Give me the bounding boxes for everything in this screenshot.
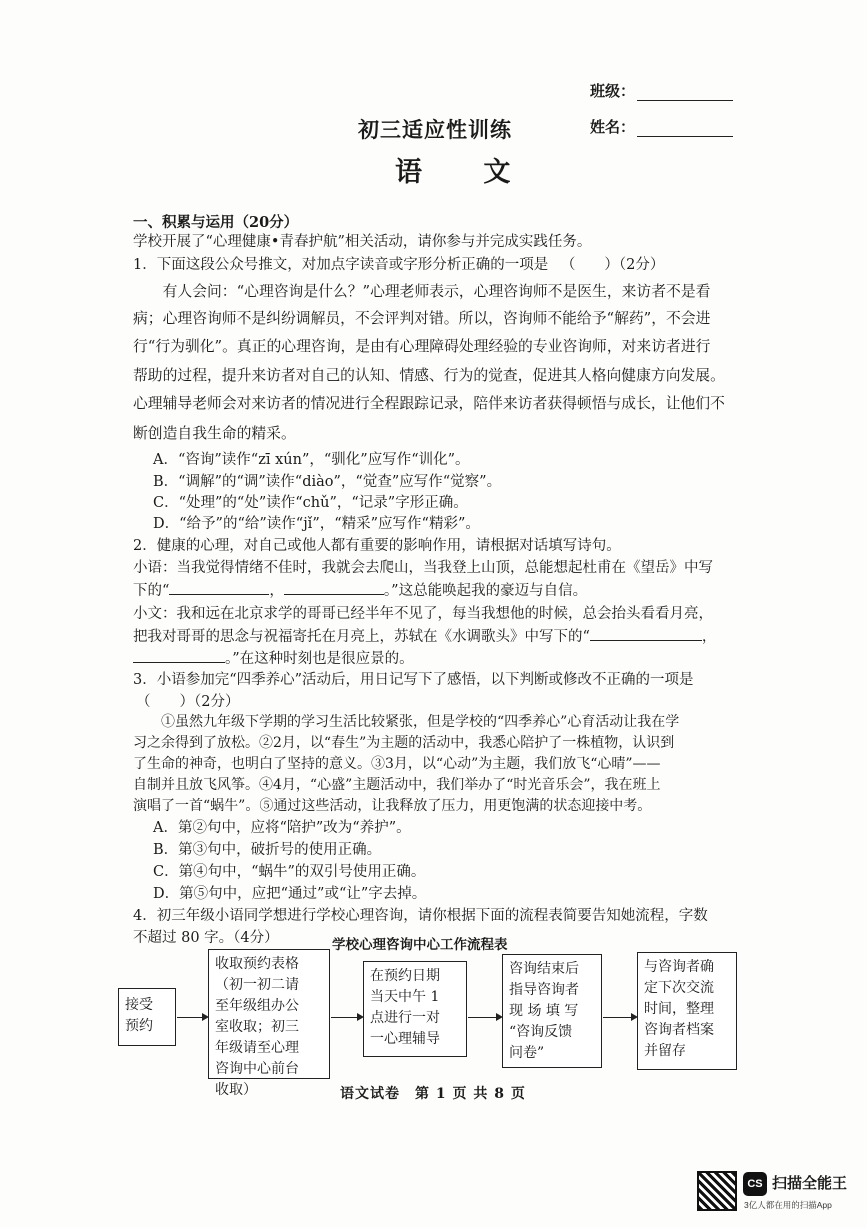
- q2-dialogue-line: [133, 626, 716, 647]
- class-field: [590, 80, 733, 101]
- camscanner-tagline: 3亿人都在用的扫描App: [744, 1200, 832, 1210]
- q3-passage-line: ①虽然九年级下学期的学习生活比较紧张，但是学校的“四季养心”心育活动让我在学: [133, 714, 680, 730]
- flowchart-title: 学校心理咨询中心工作流程表: [332, 937, 508, 953]
- q1-passage-line: 行“行为驯化”。真正的心理咨询，是由有心理障碍处理经验的专业咨询师，对来访者进行: [133, 338, 711, 355]
- q3-option-a: A．第②句中，应将“陪护”改为“养护”。: [153, 820, 411, 836]
- camscanner-name: 扫描全能王: [772, 1175, 848, 1192]
- q3-option-d: D．第⑤句中，应把“通过”或“让”字去掉。: [153, 886, 427, 902]
- arrow-right-icon: [177, 1017, 207, 1018]
- q1-option-c: C．“处理”的“处”读作“chǔ”，“记录”字形正确。: [153, 495, 468, 511]
- q1-passage-line: 病；心理咨询师不是纠纷调解员，不会评判对错。所以，咨询师不能给予“解药”，不会进: [133, 310, 711, 327]
- q2-dialogue-line: [133, 648, 414, 669]
- class-blank: [637, 86, 733, 101]
- q1-answer-bracket: （ ）（2分）: [560, 257, 665, 273]
- q1-passage-line: 心理辅导老师会对来访者的情况进行全程跟踪记录，陪伴来访者获得顿悟与成长，让他们不: [133, 395, 725, 412]
- flow-step-2: [208, 949, 330, 1098]
- flow-step-5: [637, 952, 737, 1070]
- q2-text: ，: [269, 583, 284, 599]
- q1-stem: [133, 255, 664, 275]
- flow-step-text: 接受 预约: [125, 997, 153, 1034]
- q3-passage-line: 习之余得到了放松。②2月，以“春生”为主题的活动中，我悉心陪护了一株植物，认识到: [133, 735, 675, 751]
- name-field: [590, 116, 733, 137]
- flow-step-text: 收取预约表格 （初一初二请 至年级组办公 室收取；初三 年级请至心理 咨询中心前台 收取）: [215, 956, 299, 1098]
- q2-text: ，: [701, 629, 717, 645]
- q2-dialogue-line: [133, 580, 587, 601]
- flow-step-3: [363, 961, 467, 1057]
- name-label: 姓名：: [590, 118, 636, 136]
- arrow-right-icon: [468, 1017, 501, 1018]
- arrow-right-icon: [331, 1017, 362, 1018]
- q2-dialogue-line: 小文：我和远在北京求学的哥哥已经半年不见了，每当我想他的时候，总会抬头看看月亮，: [133, 606, 713, 622]
- exam-title: 初三适应性训练: [358, 117, 512, 142]
- flow-step-1: [118, 988, 176, 1046]
- q3-answer-bracket: （ ）（2分）: [136, 694, 240, 710]
- page-footer: 语文试卷 第 1 页 共 8 页: [340, 1086, 526, 1102]
- q3-stem: 3．小语参加完“四季养心”活动后，用日记写下了感悟，以下判断或修改不正确的一项是: [133, 672, 694, 688]
- q1-passage-line: 断创造自我生命的精采。: [133, 425, 296, 442]
- answer-blank[interactable]: [169, 580, 269, 595]
- flow-step-text: 咨询结束后 指导咨询者 现 场 填 写 “咨询反馈 问卷”: [509, 961, 579, 1061]
- q2-dialogue-line: 小语：当我觉得情绪不佳时，我就会去爬山，当我登上山顶，总能想起杜甫在《望岳》中写: [133, 560, 713, 576]
- q3-option-c: C．第④句中，“蜗牛”的双引号使用正确。: [153, 864, 426, 880]
- q2-stem: 2．健康的心理，对自己或他人都有重要的影响作用，请根据对话填写诗句。: [133, 538, 621, 554]
- section-heading: 一、积累与运用（20分）: [133, 214, 299, 231]
- q1-passage-line: 有人会问：“心理咨询是什么？”心理老师表示，心理咨询师不是医生，来访者不是看: [133, 283, 711, 300]
- q2-text: 下的“: [133, 583, 170, 599]
- q3-passage-line: 演唱了一首“蜗牛”。⑤通过这些活动，让我释放了压力，用更饱满的状态迎接中考。: [133, 798, 652, 814]
- flow-step-4: [502, 954, 602, 1068]
- camscanner-logo-icon: CS: [743, 1172, 767, 1196]
- q2-text: 把我对哥哥的思念与祝福寄托在月亮上，苏轼在《水调歌头》中写下的“: [133, 629, 590, 645]
- answer-blank[interactable]: [133, 648, 225, 663]
- q3-option-b: B．第③句中，破折号的使用正确。: [153, 842, 382, 858]
- q3-passage-line: 了生命的神奇，也明白了坚持的意义。③3月，以“心动”为主题，我们放飞“心晴”——: [133, 756, 661, 772]
- answer-blank[interactable]: [590, 626, 702, 641]
- flow-step-text: 与咨询者确 定下次交流 时间，整理 咨询者档案 并留存: [644, 959, 714, 1059]
- exam-subject: 语 文: [395, 157, 537, 188]
- q1-stem-text: 1．下面这段公众号推文，对加点字读音或字形分析正确的一项是: [133, 257, 549, 273]
- q2-text: 。”在这种时刻也是很应景的。: [225, 651, 414, 667]
- answer-blank[interactable]: [284, 580, 384, 595]
- q4-stem: 4．初三年级小语同学想进行学校心理咨询，请你根据下面的流程表简要告知她流程，字数: [133, 908, 708, 924]
- flow-step-text: 在预约日期 当天中午 1 点进行一对 一心理辅导: [370, 968, 440, 1047]
- q3-passage-line: 自制并且放飞风筝。④4月，“心盛”主题活动中，我们举办了“时光音乐会”，我在班上: [133, 777, 661, 793]
- q1-option-b: B．“调解”的“调”读作“diào”，“觉查”应写作“觉察”。: [153, 474, 502, 490]
- q1-option-a: A．“咨询”读作“zī xún”，“驯化”应写作“训化”。: [153, 452, 470, 468]
- q1-passage-line: 帮助的过程，提升来访者对自己的认知、情感、行为的觉查，促进其人格向健康方向发展。: [133, 367, 725, 384]
- q4-stem: 不超过 80 字。（4分）: [133, 930, 279, 946]
- q2-text: 。”这总能唤起我的豪迈与自信。: [383, 583, 588, 599]
- arrow-right-icon: [603, 1017, 636, 1018]
- qr-code-icon: [697, 1171, 737, 1211]
- name-blank: [637, 122, 733, 137]
- q1-option-d: D．“给予”的“给”读作“jǐ”，“精采”应写作“精彩”。: [153, 516, 480, 532]
- section-intro: 学校开展了“心理健康•青春护航”相关活动，请你参与并完成实践任务。: [133, 234, 592, 250]
- class-label: 班级：: [590, 82, 636, 100]
